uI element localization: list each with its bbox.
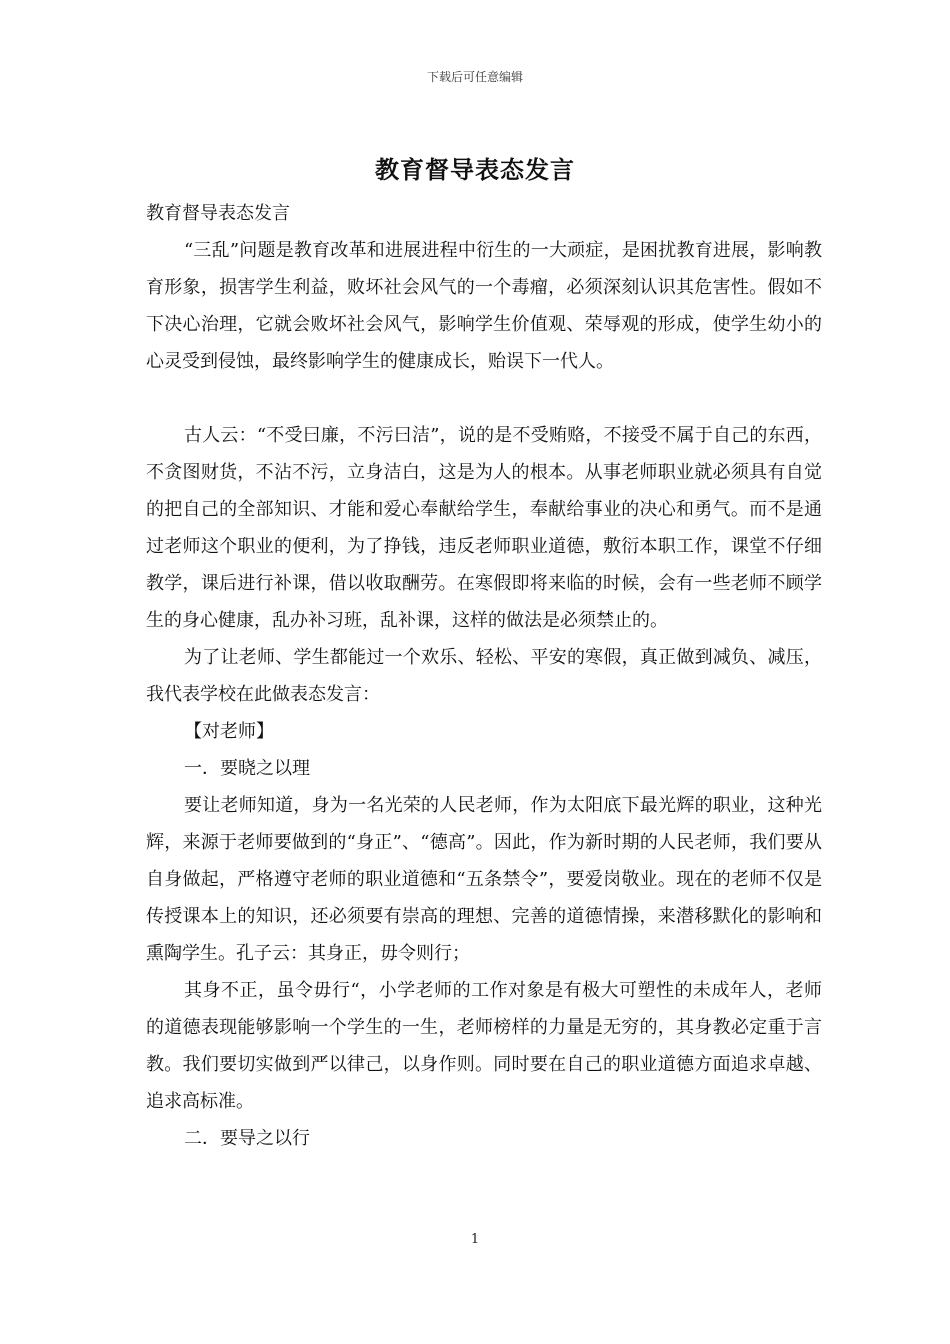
paragraph-ancient-saying: 古人云：“不受曰廉，不污曰洁”，说的是不受贿赂，不接受不属于自己的东西，不贪图财货，不沾不污，立身洁白，这是为人的根本。从事老师职业就必须具有自觉的把自己的全部知识、才能和爱心奉献给学生，奉献给事业的决心和勇气。而不是通过老师这个职业的便利，为了挣钱，违反老师职业道德，敷衍本职工作，课堂不仔细教学，课后进行补课，借以收取酬劳。在寒假即将来临的时候，会有一些老师不顾学生的身心健康，乱办补习班，乱补课，这样的做法是必须禁止的。 bbox=[146, 425, 822, 631]
paragraph-statement-intro: 为了让老师、学生都能过一个欢乐、轻松、平安的寒假，真正做到减负、减压，我代表学校在此做表态发言： bbox=[146, 647, 822, 705]
subheading-reason: 一．要晓之以理 bbox=[184, 758, 310, 779]
document-title: 教育督导表态发言 bbox=[375, 155, 575, 184]
document-subtitle: 教育督导表态发言 bbox=[146, 203, 290, 224]
paragraph-three-chaos: “三乱”问题是教育改革和进展进程中衍生的一大顽症，是困扰教育进展，影响教育形象，损害学生利益，败坏社会风气的一个毒瘤，必须深刻认识其危害性。假如不下决心治理，它就会败坏社会风气，影响学生价值观、荣辱观的形成，使学生幼小的心灵受到侵蚀，最终影响学生的健康成长，贻误下一代人。 bbox=[146, 240, 822, 372]
page-header-note: 下载后可任意编辑 bbox=[426, 70, 523, 84]
paragraph-teacher-virtue: 要让老师知道，身为一名光荣的人民老师，作为太阳底下最光辉的职业，这种光辉，来源于老师要做到的“身正”、“德高”。因此，作为新时期的人民老师，我们要从自身做起，严格遵守老师的职业道德和“五条禁令”，要爱岗敬业。现在的老师不仅是传授课本上的知识，还必须要有崇高的理想、完善的道德情操，来潜移默化的影响和熏陶学生。孔子云：其身正，毋令则行； bbox=[146, 795, 822, 964]
subheading-guide-action: 二．要导之以行 bbox=[184, 1128, 310, 1149]
paragraph-role-model: 其身不正，虽令毋行“，小学老师的工作对象是有极大可塑性的未成年人，老师的道德表现能够影响一个学生的一生，老师榜样的力量是无穷的，其身教必定重于言教。我们要切实做到严以律己，以身作则。同时要在自己的职业道德方面追求卓越、追求高标准。 bbox=[146, 980, 822, 1112]
document-body bbox=[146, 195, 822, 1157]
page-number: 1 bbox=[470, 1232, 480, 1247]
section-heading-teachers: 【对老师】 bbox=[184, 721, 274, 742]
